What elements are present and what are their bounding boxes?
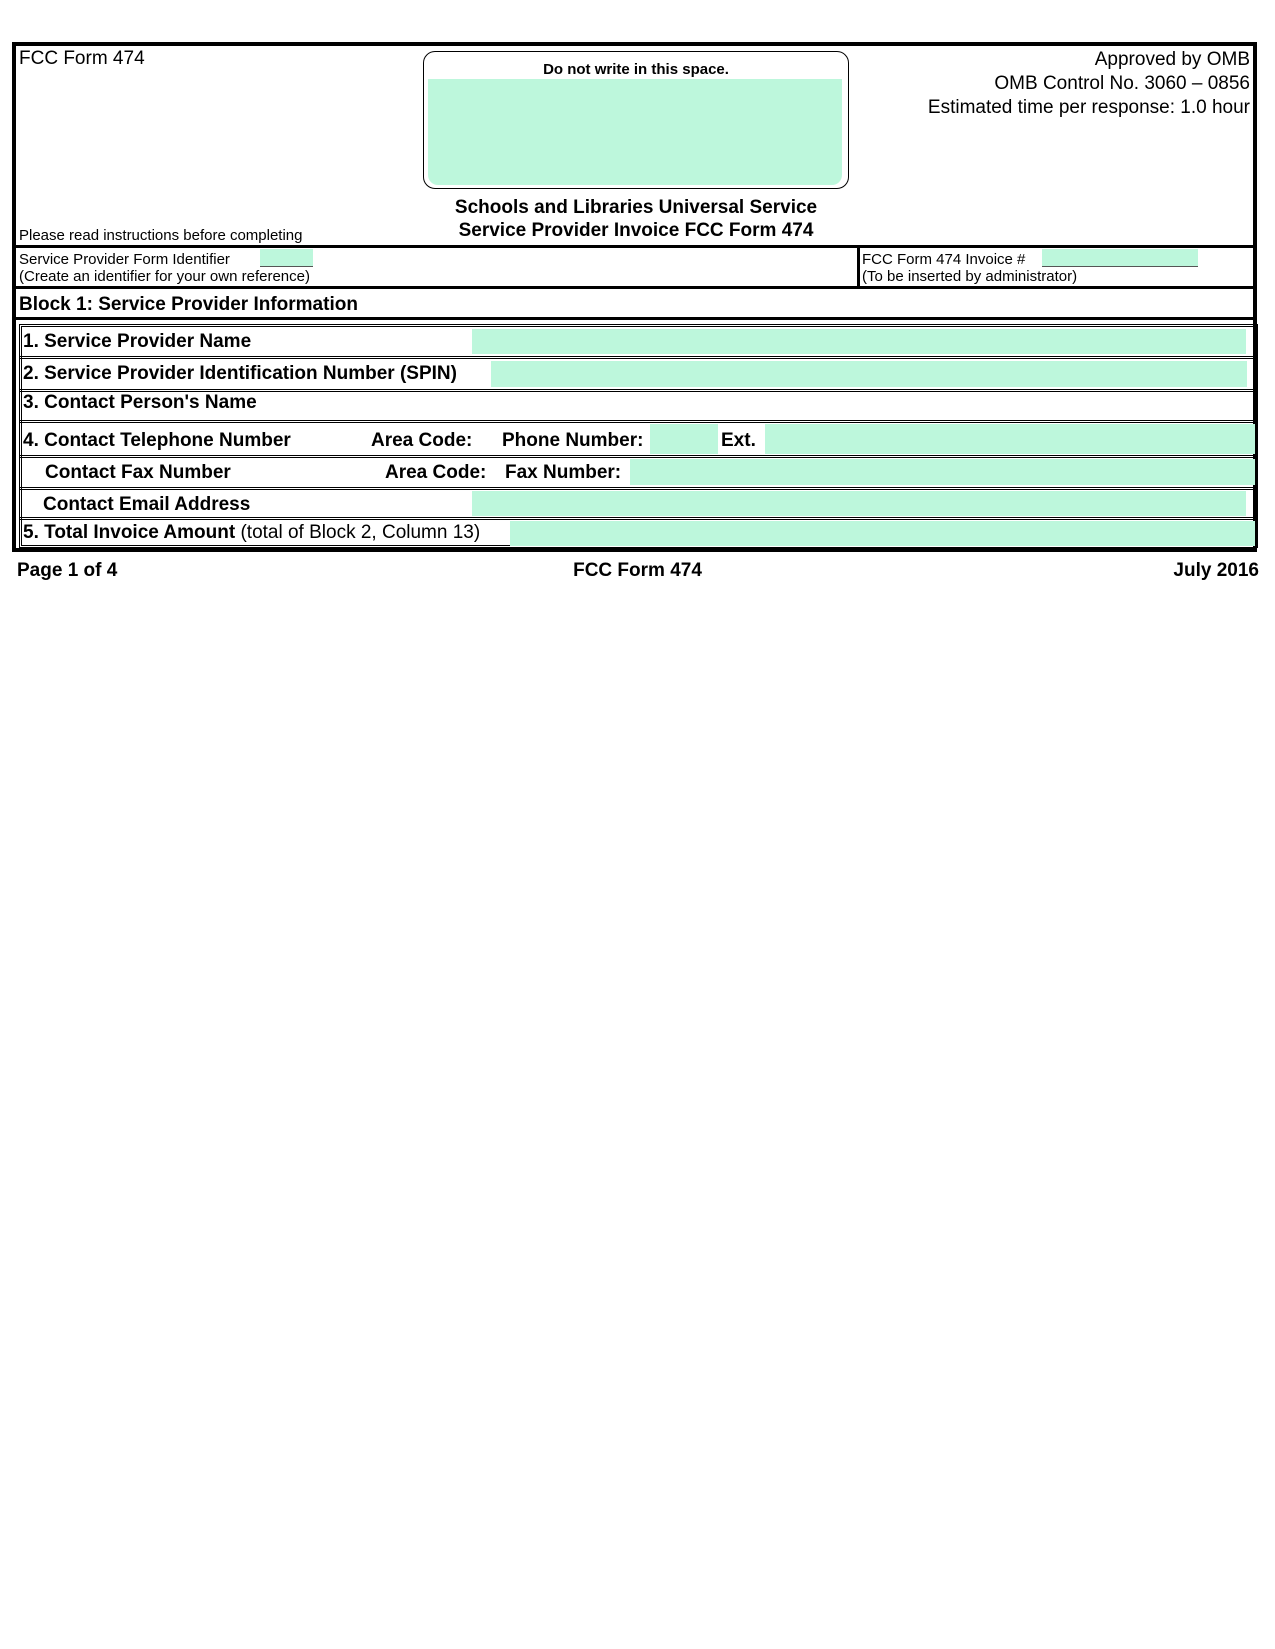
email-input[interactable] [472,491,1246,516]
sp-form-identifier-input[interactable] [260,249,313,267]
total-invoice-amount-label [23,522,480,544]
row-divider [19,517,1258,520]
phone-ext-input[interactable] [765,424,1255,454]
total-invoice-amount-note: (total of Block 2, Column 13) [235,522,481,543]
form-title-line1: Schools and Libraries Universal Service [454,197,818,218]
omb-approval [928,48,1250,120]
identifier-bottom-rule [14,286,1257,289]
spin-label: 2. Service Provider Identification Number (SPIN) [23,363,457,384]
phone-number-label: Phone Number: [502,430,644,451]
phone-area-code-label: Area Code: [371,430,473,451]
omb-time-estimate: Estimated time per response: 1.0 hour [927,97,1250,118]
phone-number-input[interactable] [650,424,718,454]
invoice-number-label: FCC Form 474 Invoice # [862,251,1026,268]
form-title-line2: Service Provider Invoice FCC Form 474 [458,220,814,241]
contact-name-input[interactable] [300,392,1240,417]
row-divider [19,356,1258,359]
fax-number-input[interactable] [630,459,1255,485]
sp-form-identifier-label: Service Provider Form Identifier [19,251,230,268]
administrator-box-fill [428,79,842,185]
invoice-number-note: (To be inserted by administrator) [862,268,1078,285]
row-divider [19,420,1258,423]
fax-area-code-label: Area Code: [385,462,487,483]
block1-heading: Block 1: Service Provider Information [19,294,358,315]
form-label: FCC Form 474 [19,48,145,69]
fax-label: Contact Fax Number [45,462,231,483]
do-not-write-label: Do not write in this space. [543,61,729,78]
contact-name-label: 3. Contact Person's Name [23,392,257,413]
spin-input[interactable] [491,361,1247,387]
omb-control-number: OMB Control No. 3060 – 0856 [994,73,1250,94]
row-divider [19,455,1258,458]
instructions-note: Please read instructions before completing [19,227,303,244]
row-divider [19,487,1258,490]
total-invoice-amount-input[interactable] [510,521,1255,546]
footer-date: July 2016 [1173,560,1259,581]
identifier-divider [857,245,860,288]
fax-number-label: Fax Number: [505,462,622,483]
header-divider [14,245,1257,248]
page-number: Page 1 of 4 [17,560,118,581]
total-invoice-amount-title: 5. Total Invoice Amount [23,522,236,543]
email-label: Contact Email Address [43,494,251,515]
service-provider-name-label: 1. Service Provider Name [23,331,252,352]
block1-heading-rule [14,317,1257,320]
sp-form-identifier-note: (Create an identifier for your own reference) [19,268,310,285]
phone-ext-label: Ext. [721,430,756,451]
invoice-number-input[interactable] [1042,249,1198,267]
phone-label: 4. Contact Telephone Number [23,430,291,451]
footer-form-name: FCC Form 474 [573,560,702,581]
omb-line1: Approved by OMB [1094,49,1250,70]
service-provider-name-input[interactable] [472,329,1246,354]
